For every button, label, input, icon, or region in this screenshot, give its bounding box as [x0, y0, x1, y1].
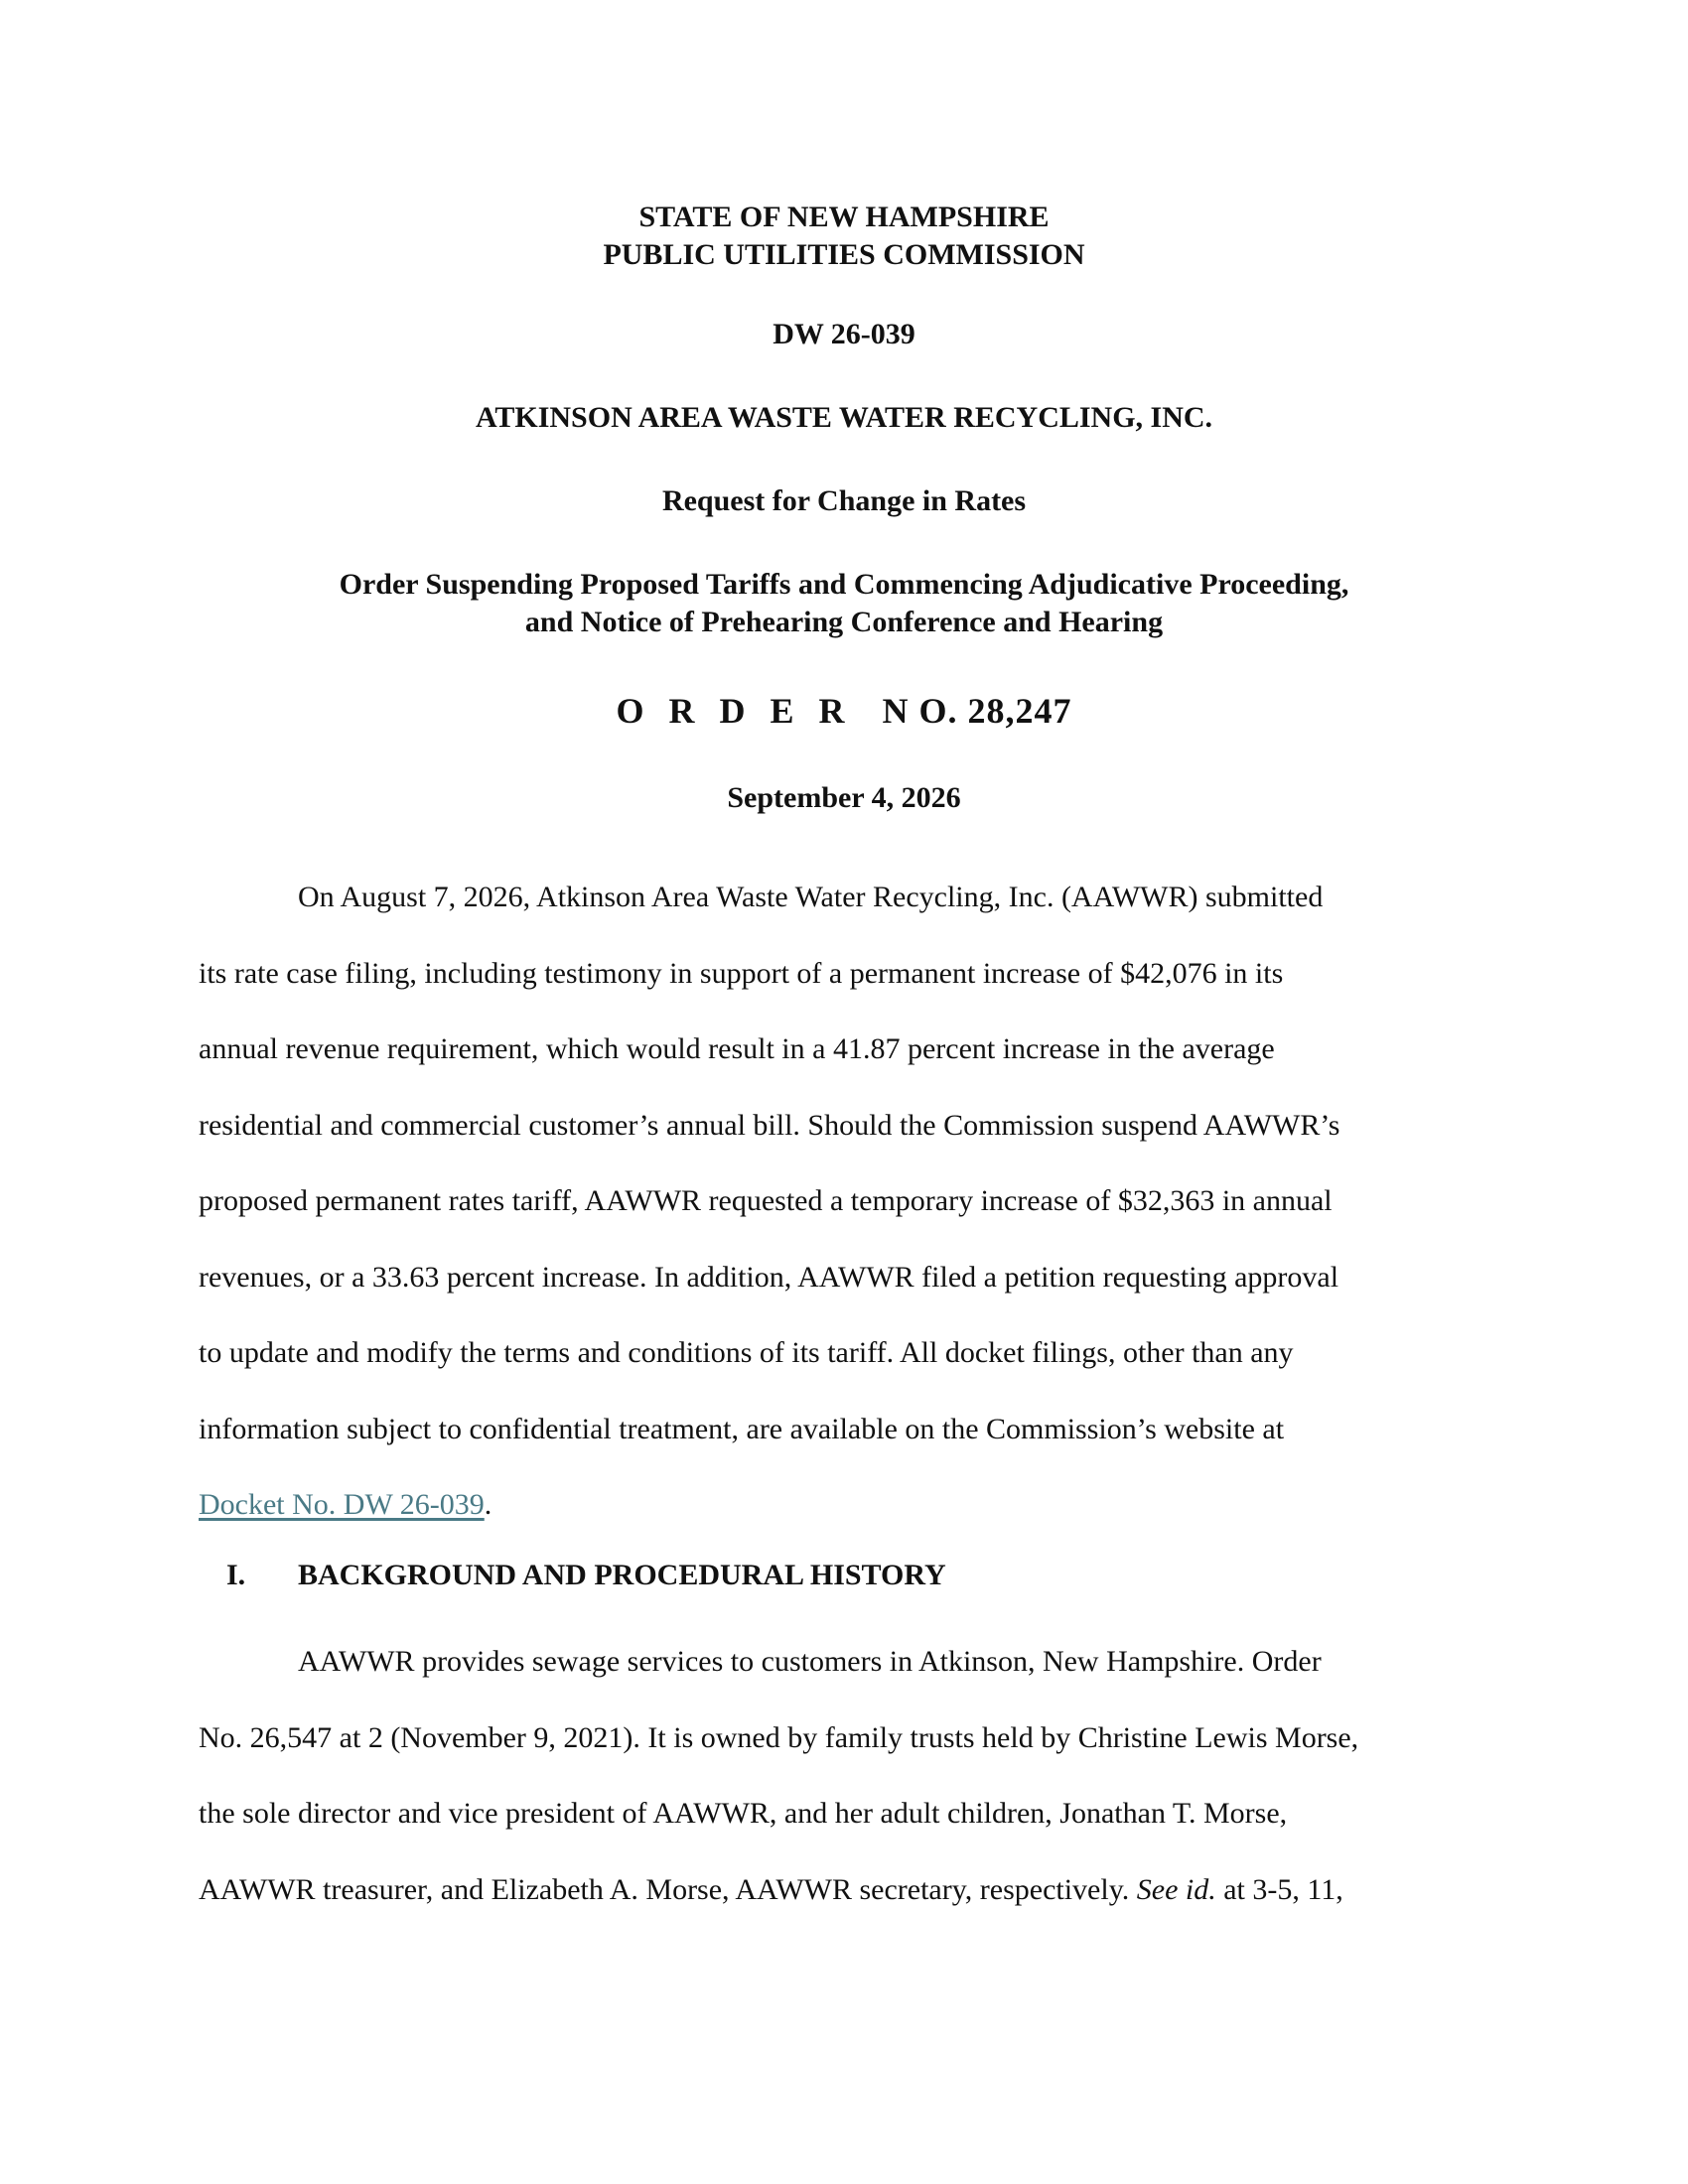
request-title: Request for Change in Rates [661, 484, 1027, 517]
intro-line: its rate case filing, including testimony in support of a permanent increase of $42,076 in its [199, 956, 1284, 990]
docket-number: DW 26-039 [773, 318, 915, 350]
intro-line: residential and commercial customer’s annual bill. Should the Commission suspend AAWWR’s [199, 1108, 1340, 1142]
order-title-line-2: and Notice of Prehearing Conference and Hearing [524, 606, 1164, 638]
order-title-line-1: Order Suspending Proposed Tariffs and Commencing Adjudicative Proceeding, [339, 568, 1349, 601]
intro-line: information subject to confidential treatment, are available on the Commission’s website at [199, 1412, 1285, 1445]
background-line-last [199, 1852, 1489, 1929]
intro-paragraph [199, 860, 1489, 1544]
background-line: No. 26,547 at 2 (November 9, 2021). It is owned by family trusts held by Christine Lewis Morse, [199, 1720, 1359, 1754]
commission-name: PUBLIC UTILITIES COMMISSION [603, 238, 1085, 271]
background-last-suffix: at 3-5, 11, [1223, 1872, 1343, 1906]
section-heading-background [226, 1559, 946, 1592]
section-number: I. [226, 1559, 246, 1591]
background-paragraph [199, 1624, 1489, 1928]
intro-link-line [199, 1467, 1489, 1544]
citation-see-id: See id. [1136, 1872, 1216, 1906]
order-number: N O. 28,247 [882, 691, 1072, 731]
docket-link[interactable]: Docket No. DW 26-039 [199, 1488, 485, 1521]
order-date: September 4, 2026 [727, 781, 961, 814]
order-word: O R D E R [616, 691, 853, 731]
state-name: STATE OF NEW HAMPSHIRE [638, 201, 1050, 233]
intro-line: On August 7, 2026, Atkinson Area Waste Water Recycling, Inc. (AAWWR) submitted [298, 881, 1324, 913]
background-line: AAWWR provides sewage services to customers in Atkinson, New Hampshire. Order [298, 1645, 1322, 1678]
section-title: BACKGROUND AND PROCEDURAL HISTORY [298, 1559, 946, 1591]
intro-line: to update and modify the terms and conditions of its tariff. All docket filings, other than any [199, 1336, 1294, 1369]
intro-line: proposed permanent rates tariff, AAWWR requested a temporary increase of $32,363 in annual [199, 1184, 1333, 1217]
document-header-agency [0, 199, 1688, 274]
order-title [0, 566, 1688, 641]
background-last-prefix: AAWWR treasurer, and Elizabeth A. Morse, AAWWR secretary, respectively. [199, 1872, 1130, 1906]
intro-link-suffix: . [484, 1488, 492, 1521]
order-number-heading [0, 692, 1688, 730]
intro-line: revenues, or a 33.63 percent increase. In addition, AAWWR filed a petition requesting approval [199, 1260, 1339, 1294]
background-line: the sole director and vice president of AAWWR, and her adult children, Jonathan T. Morse, [199, 1797, 1288, 1830]
company-name: ATKINSON AREA WASTE WATER RECYCLING, INC. [475, 401, 1213, 434]
intro-line: annual revenue requirement, which would result in a 41.87 percent increase in the average [199, 1032, 1275, 1065]
